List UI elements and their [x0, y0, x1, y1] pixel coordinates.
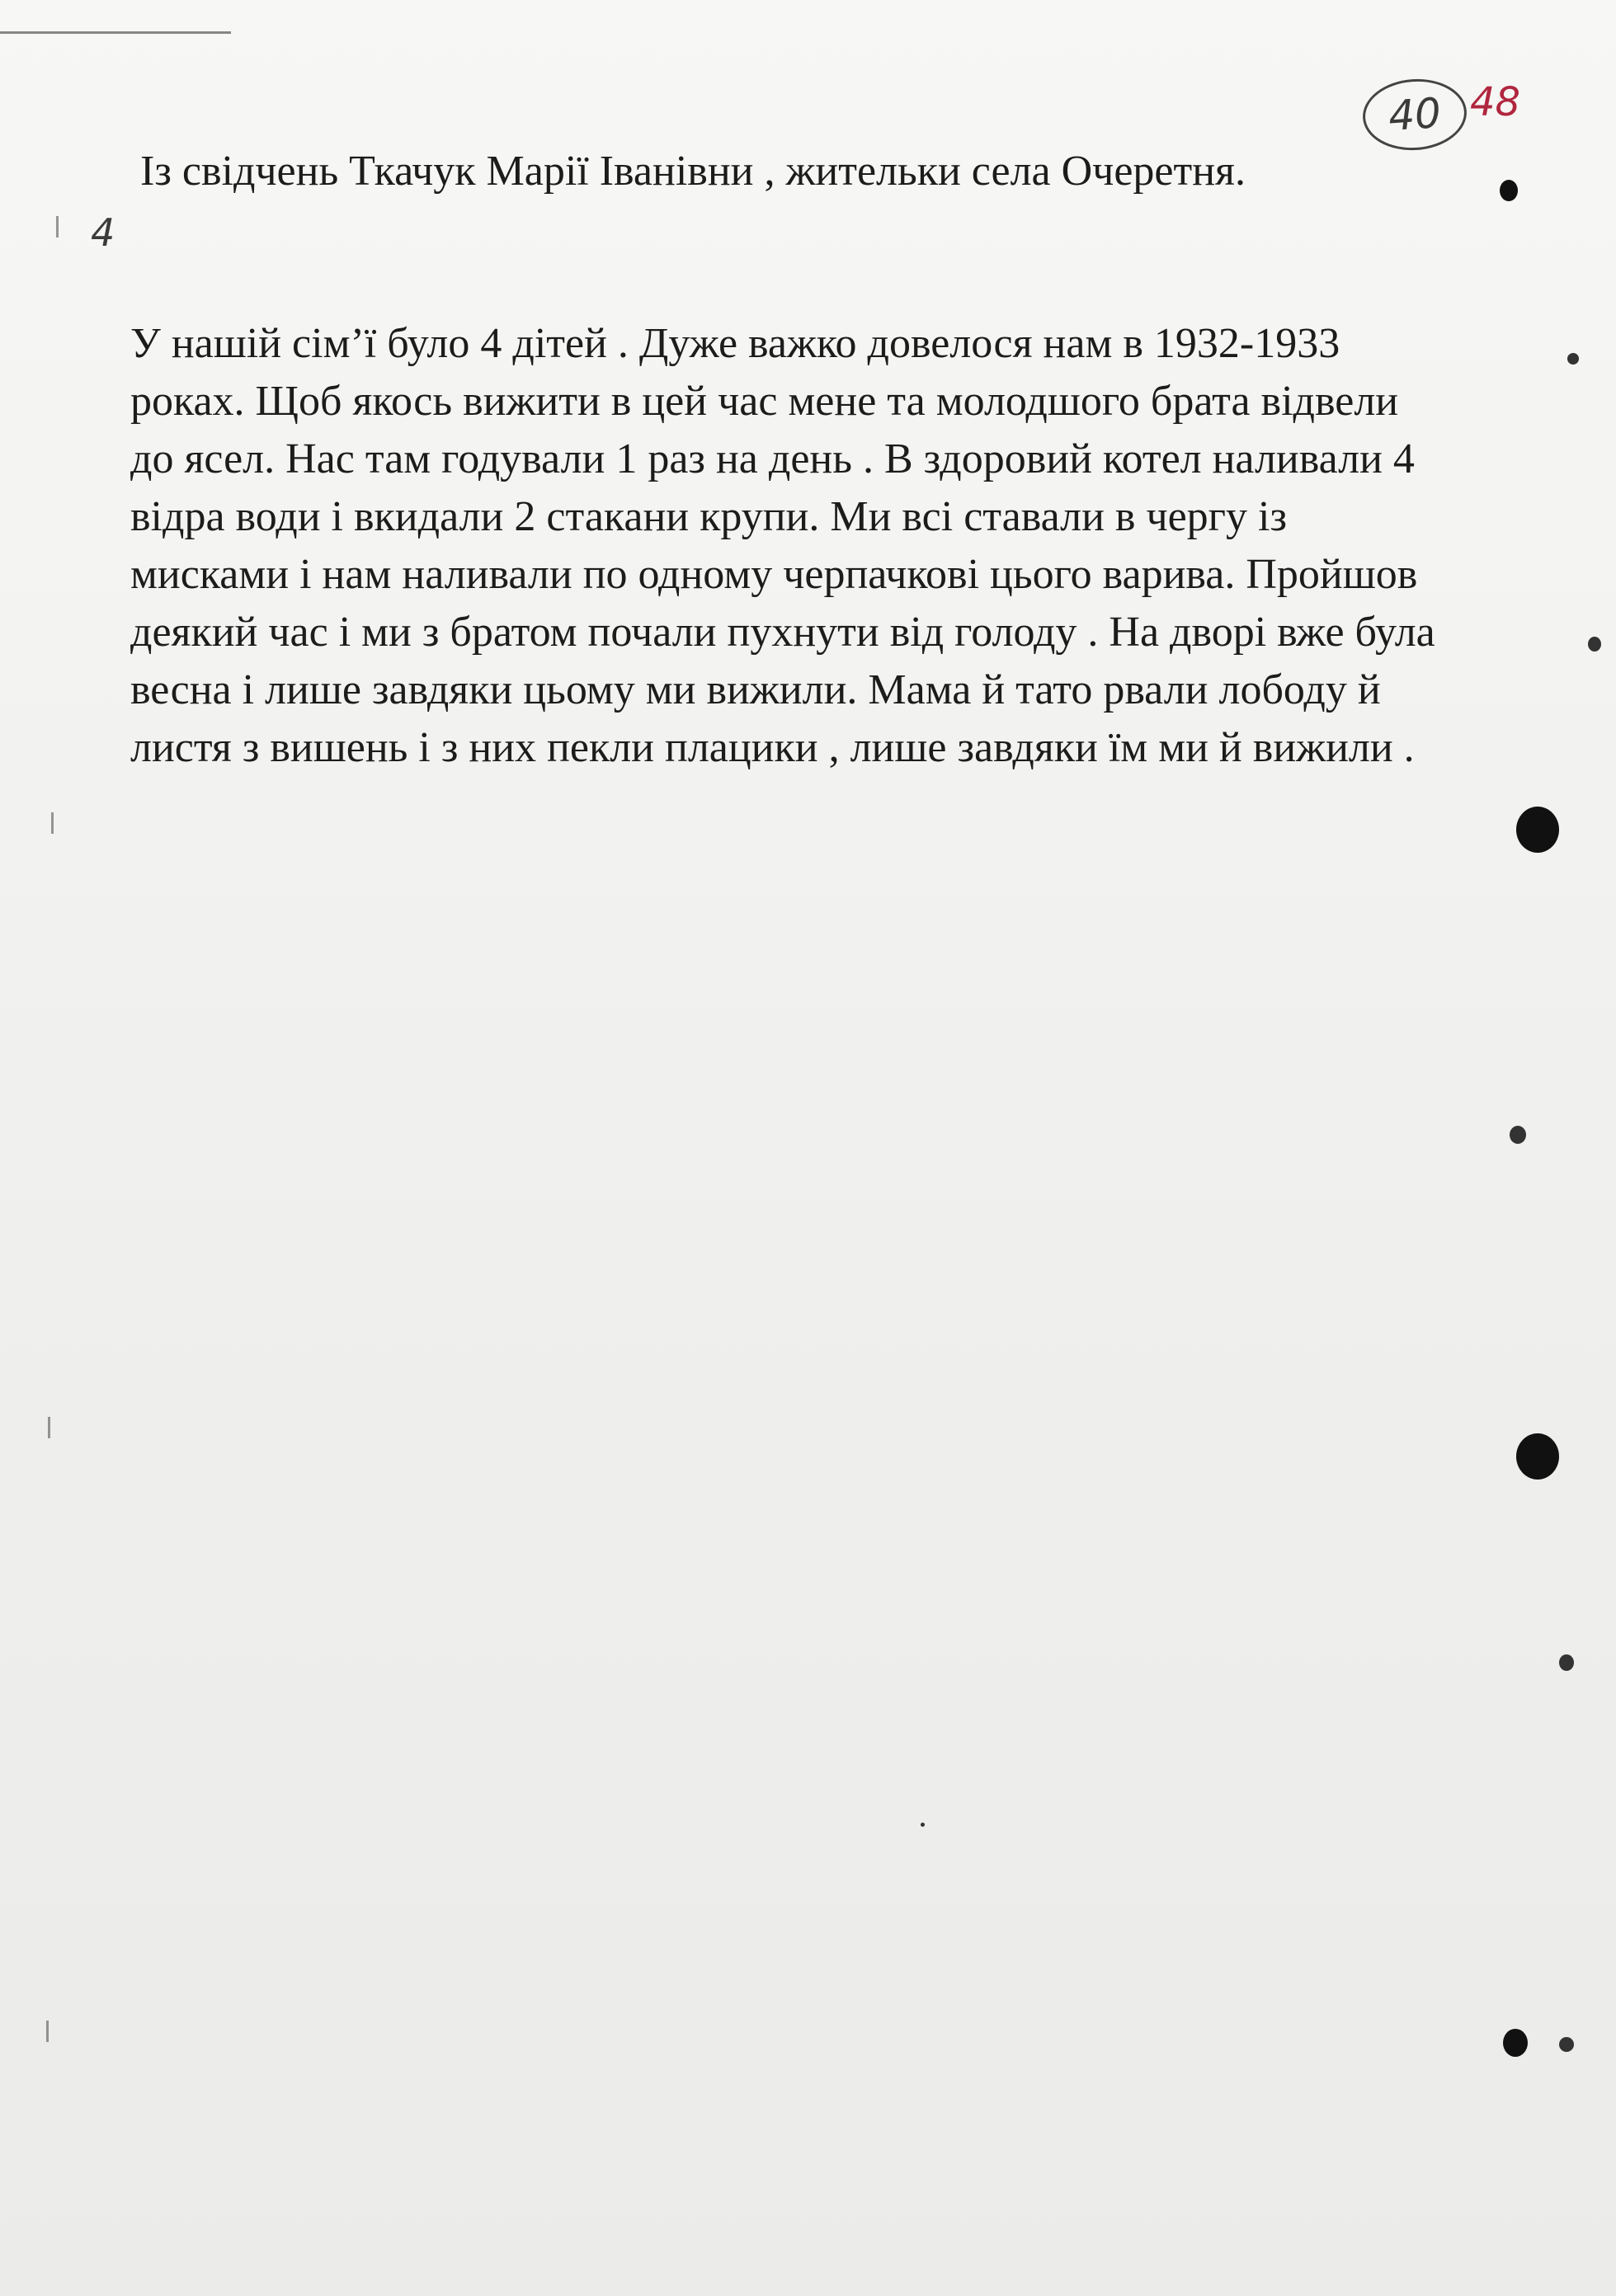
speck: [1559, 2037, 1574, 2052]
punch-hole: [1500, 180, 1518, 201]
punch-hole: [1516, 807, 1559, 853]
margin-tick: [48, 1417, 50, 1438]
document-title: Із свідчень Ткачук Марії Іванівни , жительки села Очеретня.: [140, 148, 1246, 195]
punch-hole: [1516, 1433, 1559, 1480]
speck: [1567, 353, 1579, 365]
page-number-circled: 40: [1360, 76, 1469, 154]
margin-note: 4: [91, 210, 115, 255]
punch-hole: [1503, 2029, 1528, 2057]
page-number-red: 48: [1470, 79, 1521, 125]
margin-tick: [51, 812, 54, 834]
margin-tick: [56, 216, 59, 238]
document-body: У нашій сім’ї було 4 дітей . Дуже важко довелося нам в 1932-1933 роках. Щоб якось вижити в цей час мене та молодшого брата відвели до ясел. Нас там годували 1 раз на день . В здоровий котел наливали 4 відра води і вкидали 2 стакани крупи. Ми всі ставали в чергу із мисками і нам наливали по одному черпачкові цього варива. Пройшов деякий час і ми з братом почали пухнути від голоду . На дворі вже була весна і лише завдяки цьому ми вижили. Мама й тато рвали лободу й листя з вишень і з них пекли плацики , лише завдяки їм ми й вижили .: [130, 320, 1435, 771]
speck: [1588, 637, 1601, 652]
speck: [921, 1823, 925, 1827]
top-rule: [0, 31, 231, 34]
speck: [1559, 1654, 1574, 1671]
margin-tick: [46, 2021, 49, 2042]
speck: [1510, 1126, 1526, 1144]
